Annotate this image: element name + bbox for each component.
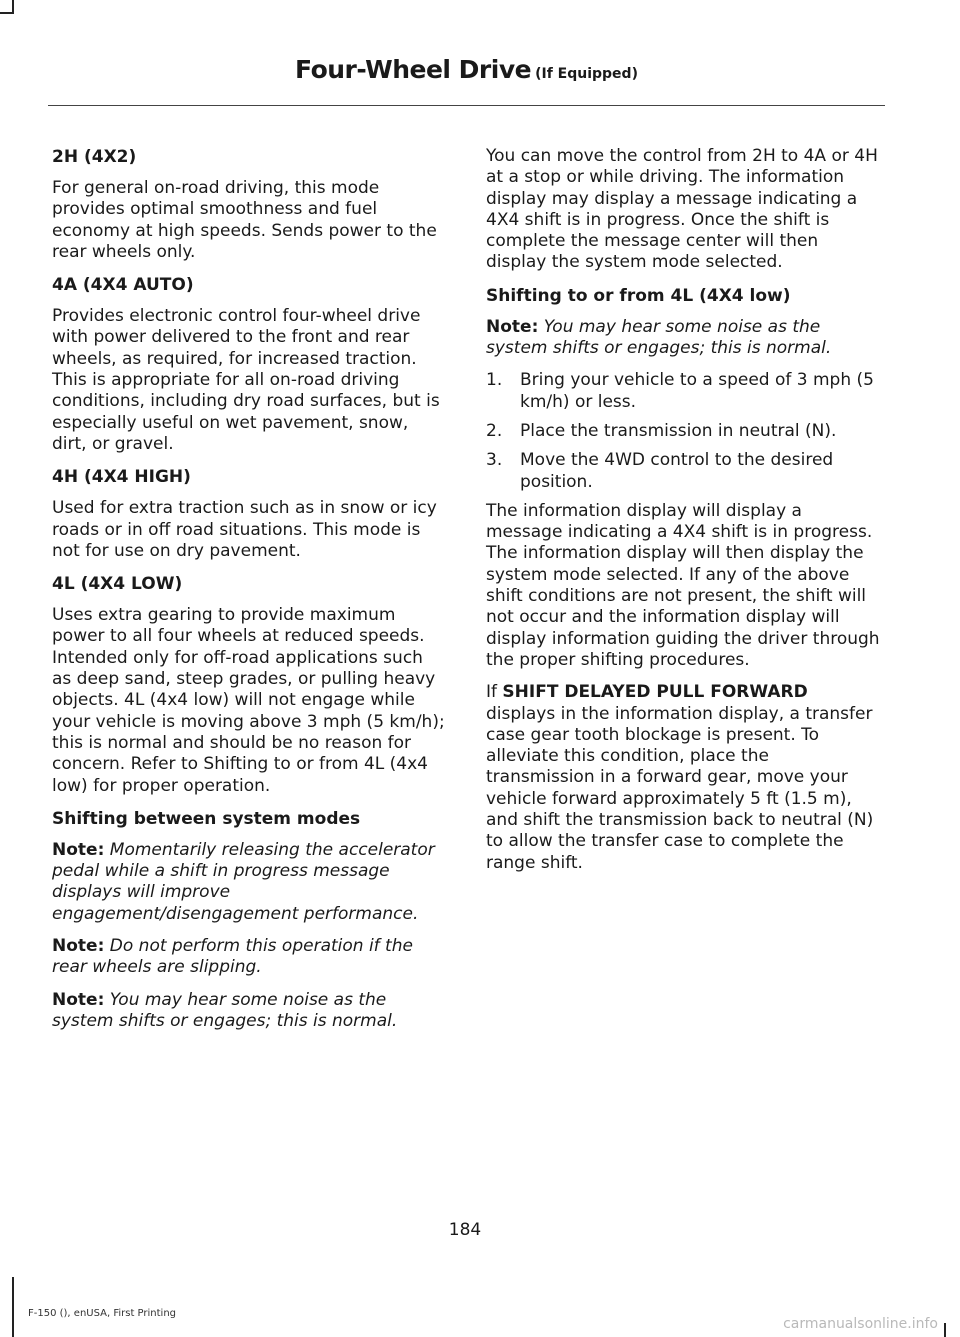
section-heading-4l-shift: Shifting to or from 4L (4X4 low)	[486, 285, 791, 306]
step-number: 3.	[486, 450, 503, 471]
section-heading-4h: 4H (4X4 HIGH)	[52, 467, 191, 488]
note-text: Do not perform this operation if the rear wheels are slipping.	[52, 936, 413, 978]
section-heading-4a: 4A (4X4 AUTO)	[52, 275, 194, 296]
list-item	[486, 450, 881, 493]
note-label: Note:	[52, 936, 105, 957]
step-number: 2.	[486, 420, 503, 441]
crop-mark	[0, 12, 14, 14]
text-prefix: If	[486, 682, 497, 703]
step-text: Bring your vehicle to a speed of 3 mph (5 km/h) or less.	[520, 370, 874, 412]
steps-list	[486, 370, 881, 492]
left-column	[52, 146, 447, 1043]
note	[52, 990, 447, 1033]
paragraph-4l: Uses extra gearing to provide maximum power to all four wheels at reduced speeds. Intended only for off-road applications such as deep sand, steep grades, or pulling heavy objects. 4L (4x4 low) will not engage while your vehicle is moving above 3 mph (5 km/h); this is normal and should be no reason for concern. Refer to Shifting to or from 4L (4x4 low) for proper operation.	[52, 605, 445, 796]
note-label: Note:	[486, 316, 539, 337]
page-title: Four-Wheel Drive	[295, 55, 532, 84]
section-heading-4l: 4L (4X4 LOW)	[52, 574, 183, 595]
paragraph-4a: Provides electronic control four-wheel drive with power delivered to the front and rear wheels, as required, for increased traction. This is appropriate for all on-road driving conditions, including dry road surfaces, but is especially useful on wet pavement, snow, dirt, or gravel.	[52, 306, 440, 454]
step-text: Place the transmission in neutral (N).	[520, 420, 837, 441]
note	[52, 936, 447, 979]
note-text: You may hear some noise as the system shifts or engages; this is normal.	[486, 316, 832, 359]
paragraph-info-display: The information display will display a message indicating a 4X4 shift is in progress. The information display will then display the system mode selected. If any of the above shift conditions are not present, the shift will not occur and the information display will display information guiding the driver through the proper shifting procedures.	[486, 500, 880, 670]
note	[52, 840, 447, 925]
step-text: Move the 4WD control to the desired position.	[520, 450, 834, 492]
text-body: displays in the information display, a transfer case gear tooth blockage is present. To alleviate this condition, place the transmission in a forward gear, move your vehicle forward approximately 5 ft (1.5 m), and shift the transmission back to neutral (N) to allow the transfer case to complete the range shift.	[486, 703, 874, 873]
note-label: Note:	[52, 989, 105, 1010]
list-item	[486, 370, 881, 413]
note-label: Note:	[52, 839, 105, 860]
watermark: carmanualsonline.info	[783, 1316, 938, 1332]
paragraph-shift-delayed	[486, 682, 881, 874]
paragraph-4h: Used for extra traction such as in snow or icy roads or in off road situations. This mode is not for use on dry pavement.	[52, 498, 437, 561]
crop-mark	[12, 1277, 14, 1337]
right-column	[486, 146, 881, 885]
message-text: SHIFT DELAYED PULL FORWARD	[502, 682, 808, 703]
page-subtitle: (If Equipped)	[535, 66, 638, 82]
page-header	[48, 55, 885, 106]
footer-text: F-150 (), enUSA, First Printing	[28, 1308, 177, 1319]
step-number: 1.	[486, 370, 503, 391]
note-text: You may hear some noise as the system shifts or engages; this is normal.	[52, 989, 398, 1031]
section-heading-2h: 2H (4X2)	[52, 147, 137, 167]
crop-mark	[944, 1323, 946, 1337]
page-number: 184	[448, 1220, 482, 1240]
paragraph-2h: For general on-road driving, this mode provides optimal smoothness and fuel economy at high speeds. Sends power to the rear wheels only.	[52, 178, 437, 262]
paragraph-move-control: You can move the control from 2H to 4A or 4H at a stop or while driving. The information display may display a message indicating a 4X4 shift is in progress. Once the shift is complete the message center will then display the system mode selected.	[486, 146, 878, 273]
list-item	[486, 421, 881, 442]
section-heading-shifting: Shifting between system modes	[52, 808, 361, 829]
note-text: Momentarily releasing the accelerator pedal while a shift in progress message displays will improve engagement/disengagement performance.	[52, 839, 435, 924]
note	[486, 317, 881, 360]
